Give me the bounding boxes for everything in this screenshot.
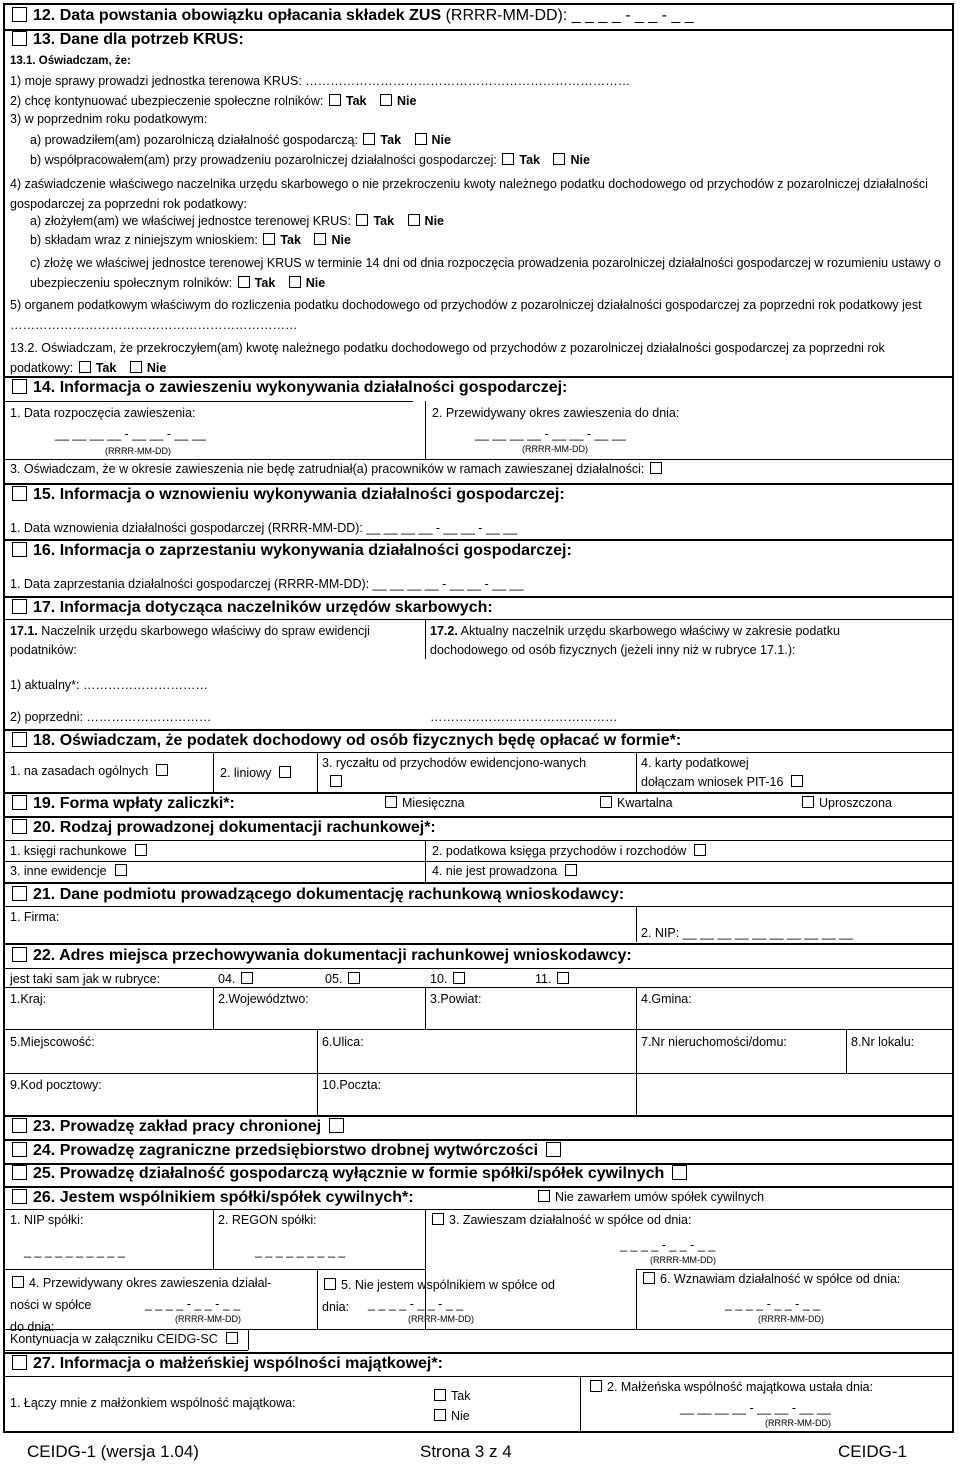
s26-regon-blanks: _ _ _ _ _ _ _ _ _ [255,1244,346,1258]
s13-item3b-text: b) współpracowałem(am) przy prowadzeniu pozarolniczej działalności gospodarczej: [30,153,497,167]
s27-field2-label: 2. Małżeńska wspólność majątkowa ustała dnia: [607,1380,874,1394]
s22-powiat: 3.Powiat: [430,992,482,1006]
divider [3,1269,425,1270]
s21-firma: 1. Firma: [10,910,60,924]
s14-field3 [10,462,667,478]
s20-option1[interactable] [10,844,152,860]
s17-field2-text: Aktualny naczelnik urzędu skarbowego właściwy w zakresie podatku dochodowego od osób fizycznych (jeżeli inny niż w rubryce 17.1.): [430,624,840,657]
s19-option1-label: Miesięczna [402,796,465,810]
s13-intro: 13.1. Oświadczam, że: [10,55,131,67]
checkbox[interactable] [600,796,612,808]
checkbox[interactable] [791,775,803,787]
s26-field4-format: (RRRR-MM-DD) [175,1314,241,1324]
s26-field3[interactable] [430,1213,691,1229]
tak-label: Tak [373,214,395,228]
section-27-title-text: 27. Informacja o małżeńskiej wspólności majątkowej*: [33,1355,443,1372]
divider [317,752,318,792]
section-22-title [10,946,632,966]
divider [636,906,637,942]
s26-field5-label: 5. Nie jestem wspólnikiem w spółce od [341,1278,555,1292]
s13-item3a [30,133,451,149]
s22-opt05[interactable] [325,972,365,988]
s13-item1: 1) moje sprawy prowadzi jednostka terenowa KRUS: …………………………………………………………………… [10,74,631,88]
tak-label: Tak [345,94,367,108]
s15-field1 [10,521,517,537]
s26-field6-blanks: _ _ _ _ - _ _ - _ _ [725,1297,821,1311]
section-17-checkbox[interactable] [12,599,27,614]
checkbox[interactable] [672,1165,687,1180]
tak-label: Tak [519,153,540,167]
section-24-checkbox[interactable] [12,1142,27,1157]
divider [425,840,426,882]
s21-nip-blanks: __ __ __ __ __ __ __ __ __ __ [682,926,853,940]
section-15-title [10,485,565,505]
s13-item4a-text: a) złożyłem(am) we właściwej jednostce terenowej KRUS: [30,214,351,228]
divider [213,1209,214,1269]
s22-same: jest taki sam jak w rubryce: [10,972,161,986]
section-24-title-text: 24. Prowadzę zagraniczne przedsiębiorstwo drobnej wytwórczości [33,1142,539,1159]
s22-opt11[interactable] [535,972,574,988]
section-19-title-text: 19. Forma wpłaty zaliczki*: [33,795,235,812]
s22-kod: 9.Kod pocztowy: [10,1078,102,1092]
nie-label: Nie [570,153,590,167]
section-12-checkbox[interactable] [12,7,27,22]
divider [3,882,954,884]
nie-label: Nie [305,276,326,290]
s13-item4a [30,214,444,230]
s19-option-monthly[interactable] [383,796,465,812]
s17-current: 1) aktualny*: ………………………… [10,678,208,692]
section-27-title [10,1354,443,1374]
s20-option2[interactable] [432,844,711,860]
nie-label: Nie [146,361,167,375]
s19-option-simplified[interactable] [800,796,892,812]
s13-item4c [30,253,945,293]
s26-field4-label3: do dnia: [10,1320,55,1334]
s22-ulica: 6.Ulica: [322,1035,364,1049]
s13-item4b [30,233,351,249]
divider [3,1376,954,1377]
s20-option4[interactable] [432,864,582,880]
divider [3,1350,248,1351]
divider [248,1329,249,1350]
nie-label: Nie [424,214,444,228]
s22-opt05-label: 05. [325,972,343,986]
s26-nip-blanks: _ _ _ _ _ _ _ _ _ _ [24,1244,125,1258]
divider [846,1029,847,1073]
section-25-title-text: 25. Prowadzę działalność gospodarczą wyłącznie w formie spółki/spółek cywilnych [33,1165,665,1182]
section-16-title-text: 16. Informacja o zaprzestaniu wykonywania działalności gospodarczej: [33,542,572,559]
checkbox[interactable] [802,796,814,808]
s26-field5-blanks: _ _ _ _ - _ _ - _ _ [368,1297,464,1311]
section-15-title-text: 15. Informacja o wznowieniu wykonywania działalności gospodarczej: [33,486,565,503]
checkbox[interactable] [502,153,514,165]
divider [3,1073,954,1074]
s22-miejscowosc: 5.Miejscowość: [10,1035,95,1049]
section-21-title [10,885,624,905]
checkbox[interactable] [380,94,392,106]
section-21-checkbox[interactable] [12,886,27,901]
s21-nip [641,926,853,942]
section-23-checkbox[interactable] [12,1118,27,1133]
nie-label: Nie [396,94,417,108]
checkbox[interactable] [329,94,341,106]
s17-field1 [10,622,415,660]
section-17-title-text: 17. Informacja dotycząca naczelników urzędów skarbowych: [33,599,493,616]
checkbox[interactable] [356,214,368,226]
tak-label: Tak [380,133,402,147]
checkbox[interactable] [263,233,275,245]
divider [3,401,413,402]
s26-none-option[interactable] [536,1190,764,1206]
s26-nip: 1. NIP spółki: [10,1213,84,1227]
divider [317,1029,318,1073]
divider [213,987,214,1029]
s22-kraj: 1.Kraj: [10,992,47,1006]
section-16-title [10,541,572,561]
s22-nr-domu: 7.Nr nieruchomości/domu: [641,1035,787,1049]
s18-option2-label: 2. liniowy [220,766,272,780]
s27-field2-blanks: __ __ __ __ - __ __ - __ __ [680,1401,831,1415]
s17-field2 [430,622,910,660]
divider [425,619,426,659]
s22-opt04-label: 04. [218,972,236,986]
section-16-checkbox[interactable] [12,542,27,557]
s20-option1-label: 1. księgi rachunkowe [10,844,127,858]
checkbox[interactable] [329,1118,344,1133]
section-26-title [10,1188,414,1208]
s26-field6-label: 6. Wznawiam działalność w spółce od dnia: [660,1272,901,1286]
divider [425,987,426,1029]
s13-item4: 4) zaświadczenie właściwego naczelnika urzędu skarbowego o nie przekroczeniu kwoty należnego podatku dochodowego od przychodów z pozarolniczej działalności gospodarczej za poprzedni rok podatkowy: [10,177,928,211]
divider [636,752,637,792]
checkbox[interactable] [650,462,662,474]
s14-field1: 1. Data rozpoczęcia zawieszenia: [10,406,196,420]
section-17-title [10,598,493,618]
divider [636,987,637,1029]
s26-field6-format: (RRRR-MM-DD) [758,1314,824,1324]
checkbox[interactable] [453,972,465,984]
checkbox[interactable] [79,361,91,373]
s13-item4b-text: b) składam wraz z niniejszym wnioskiem: [30,233,258,247]
divider [3,752,954,753]
section-27-checkbox[interactable] [12,1355,27,1370]
checkbox[interactable] [12,1276,24,1288]
s20-option4-label: 4. nie jest prowadzona [432,864,558,878]
divider [317,1269,318,1329]
s22-wojewodztwo: 2.Województwo: [218,992,309,1006]
s20-option3-label: 3. inne ewidencje [10,864,107,878]
s19-option-quarterly[interactable] [598,796,673,812]
checkbox[interactable] [546,1142,561,1157]
divider [636,1269,637,1329]
s22-opt04[interactable] [218,972,258,988]
checkbox[interactable] [694,844,706,856]
s22-opt10[interactable] [430,972,470,988]
checkbox[interactable] [385,796,397,808]
s26-field4-label2: ności w spółce [10,1298,92,1312]
s14-field2: 2. Przewidywany okres zawieszenia do dnia: [432,406,680,420]
divider [3,459,954,460]
divider [3,1029,954,1030]
tak-label: Tak [95,361,117,375]
section-26-checkbox[interactable] [12,1189,27,1204]
s13-item3a-text: a) prowadziłem(am) pozarolniczą działalność gospodarczą: [30,133,358,147]
tak-label: Tak [254,276,276,290]
section-19-title [10,794,235,814]
section-13-checkbox[interactable] [12,31,27,46]
divider [3,906,954,907]
checkbox[interactable] [330,775,342,787]
divider [3,968,954,969]
section-18-title [10,731,681,751]
s15-field1-text: 1. Data wznowienia działalności gospodarczej (RRRR-MM-DD): [10,521,363,535]
checkbox[interactable] [324,1278,336,1290]
checkbox[interactable] [590,1380,602,1392]
divider [3,943,954,945]
s14-field1-format: (RRRR-MM-DD) [105,446,171,456]
s17-field1-text: Naczelnik urzędu skarbowego właściwy do spraw ewidencji podatników: [10,624,370,657]
section-18-checkbox[interactable] [12,732,27,747]
footer-right: CEIDG-1 [838,1442,907,1461]
s13-2 [10,338,940,378]
s18-option1-label: 1. na zasadach ogólnych [10,764,149,778]
s27-field1: 1. Łączy mnie z małżonkiem wspólność majątkowa: [10,1396,296,1410]
section-20-checkbox[interactable] [12,819,27,834]
s15-field1-blanks: __ __ __ __ - __ __ - __ __ [366,521,518,535]
checkbox[interactable] [135,844,147,856]
section-19-checkbox[interactable] [12,795,27,810]
s26-field4-blanks: _ _ _ _ - _ _ - _ _ [145,1297,241,1311]
s18-option3-label: 3. ryczałtu od przychodów ewidencjono-wanych [322,756,587,770]
s17-field2-number: 17.2. [430,624,458,638]
s18-option3[interactable] [322,754,597,792]
s20-option2-label: 2. podatkowa księga przychodów i rozchodów [432,844,687,858]
s13-item5: 5) organem podatkowym właściwym do rozliczenia podatku dochodowego od przychodów z pozarolniczej działalności gospodarczej za poprzedni rok podatkowy jest …………………………………………………………… [10,298,922,332]
section-26-title-text: 26. Jestem wspólnikiem spółki/spółek cywilnych*: [33,1189,414,1206]
divider [636,1029,637,1073]
nie-label: Nie [431,133,451,147]
section-12-label: 12. Data powstania obowiązku opłacania składek ZUS [33,7,442,24]
section-18-title-text: 18. Oświadczam, że podatek dochodowy od osób fizycznych będę opłacać w formie*: [33,732,682,749]
s26-field4-label: 4. Przewidywany okres zawieszenia działal- [29,1276,272,1290]
s14-field1-blanks: __ __ __ __ - __ __ - __ __ [55,427,206,441]
section-13-title-text: 13. Dane dla potrzeb KRUS: [33,31,244,48]
s26-field6[interactable] [641,1272,900,1288]
s26-field5-label2: dnia: [322,1300,350,1314]
s26-field3-format: (RRRR-MM-DD) [650,1255,716,1265]
divider [425,401,426,459]
checkbox[interactable] [538,1190,550,1202]
checkbox[interactable] [130,361,142,373]
checkbox[interactable] [643,1272,655,1284]
section-24-title [10,1141,567,1161]
checkbox[interactable] [432,1213,444,1225]
s26-continuation[interactable] [10,1332,243,1348]
s27-field2[interactable] [588,1380,873,1396]
checkbox[interactable] [289,276,301,288]
section-14-title [10,378,567,398]
s18-option4[interactable] [641,754,808,792]
s19-option3-label: Uproszczona [819,796,892,810]
s26-regon: 2. REGON spółki: [218,1213,317,1227]
checkbox[interactable] [314,233,326,245]
s17-previous: 2) poprzedni: ………………………… [10,710,212,724]
section-12-format: (RRRR-MM-DD): [445,7,568,24]
s27-yes-no[interactable] [432,1386,470,1426]
footer-left: CEIDG-1 (wersja 1.04) [27,1442,199,1461]
checkbox[interactable] [279,766,291,778]
checkbox[interactable] [408,214,420,226]
s26-field3-blanks: _ _ _ _ - _ _ - _ _ [620,1238,716,1252]
s26-field3-label: 3. Zawieszam działalność w spółce od dnia: [449,1213,692,1227]
s22-opt10-label: 10. [430,972,448,986]
checkbox[interactable] [156,764,168,776]
divider [636,1073,637,1115]
checkbox[interactable] [553,153,565,165]
s17-field1-number: 17.1. [10,624,38,638]
section-13-title [10,30,244,50]
checkbox[interactable] [565,864,577,876]
section-15-checkbox[interactable] [12,486,27,501]
s13-item4c-text: c) złożę we właściwej jednostce terenowej KRUS w terminie 14 dni od dnia rozpoczęcia prowadzenia pozarolniczej działalności gospodarczej w rozumieniu ustawy o ubezpieczeniu społecznym rolników: [30,256,941,290]
s21-nip-label: 2. NIP: [641,926,680,940]
s18-option1[interactable] [10,764,173,780]
divider [3,1329,954,1330]
section-12-blanks: _ _ _ _ - _ _ - _ _ [571,7,694,24]
divider [3,1209,954,1210]
s17-previous-2: ……………………………………… [430,710,618,724]
s22-opt11-label: 11. [535,972,552,986]
section-20-title-text: 20. Rodzaj prowadzonej dokumentacji rachunkowej*: [33,819,436,836]
s27-tak-label: Tak [451,1389,471,1403]
s16-field1-text: 1. Data zaprzestania działalności gospodarczej (RRRR-MM-DD): [10,577,370,591]
tak-label: Tak [280,233,301,247]
section-22-checkbox[interactable] [12,947,27,962]
section-12 [10,6,694,26]
s27-field2-format: (RRRR-MM-DD) [765,1418,831,1428]
s16-field1-blanks: __ __ __ __ - __ __ - __ __ [372,577,524,591]
section-25-checkbox[interactable] [12,1165,27,1180]
s22-gmina: 4.Gmina: [641,992,692,1006]
checkbox[interactable] [348,972,360,984]
divider [3,861,954,862]
s18-option4-label: 4. karty podatkowej [641,756,749,770]
s14-field2-format: (RRRR-MM-DD) [522,444,588,454]
s26-none-label: Nie zawarłem umów spółek cywilnych [555,1190,765,1204]
divider [213,752,214,792]
checkbox[interactable] [434,1409,446,1421]
s26-continuation-label: Kontynuacja w załączniku CEIDG-SC [10,1332,218,1346]
checkbox[interactable] [226,1332,238,1344]
s13-item3: 3) w poprzednim roku podatkowym: [10,112,208,126]
section-21-title-text: 21. Dane podmiotu prowadzącego dokumentację rachunkową wnioskodawcy: [33,886,625,903]
section-14-title-text: 14. Informacja o zawieszeniu wykonywania działalności gospodarczej: [33,379,568,396]
s14-field3-text: 3. Oświadczam, że w okresie zawieszenia nie będę zatrudniał(a) pracowników w ramach zawieszanej działalności: [10,462,645,476]
divider [580,1376,581,1433]
s18-option2[interactable] [220,766,296,782]
divider [317,1073,318,1115]
checkbox[interactable] [238,276,250,288]
divider [3,619,954,620]
nie-label: Nie [331,233,351,247]
section-23-title [10,1117,350,1137]
s16-field1 [10,577,523,593]
s13-item3b [30,153,590,169]
s13-item2 [10,94,416,110]
checkbox[interactable] [115,864,127,876]
checkbox[interactable] [434,1389,446,1401]
s26-field5-format: (RRRR-MM-DD) [408,1314,474,1324]
section-23-title-text: 23. Prowadzę zakład pracy chronionej [33,1118,322,1135]
section-14-checkbox[interactable] [12,379,27,394]
section-22-title-text: 22. Adres miejsca przechowywania dokumentacji rachunkowej wnioskodawcy: [33,947,632,964]
checkbox[interactable] [363,133,375,145]
footer-page: Strona 3 z 4 [420,1442,512,1461]
s27-nie-label: Nie [451,1409,470,1423]
section-25-title [10,1164,693,1184]
s19-option2-label: Kwartalna [617,796,673,810]
s22-nr-lokalu: 8.Nr lokalu: [851,1035,915,1049]
s13-2-text: 13.2. Oświadczam, że przekroczyłem(am) kwotę należnego podatku dochodowego od przychodów z pozarolniczej działalności gospodarczej za poprzedni rok podatkowy: [10,341,885,375]
section-20-title [10,818,436,838]
checkbox[interactable] [557,972,569,984]
s14-field2-blanks: __ __ __ __ - __ __ - __ __ [475,427,626,441]
s18-option4-sublabel: dołączam wniosek PIT-16 [641,775,784,789]
s13-item2-text: 2) chcę kontynuować ubezpieczenie społeczne rolników: [10,94,324,108]
s22-poczta: 10.Poczta: [322,1078,382,1092]
s20-option3[interactable] [10,864,132,880]
divider [3,987,954,988]
divider [3,840,954,841]
divider [636,1269,954,1270]
checkbox[interactable] [241,972,253,984]
checkbox[interactable] [415,133,427,145]
